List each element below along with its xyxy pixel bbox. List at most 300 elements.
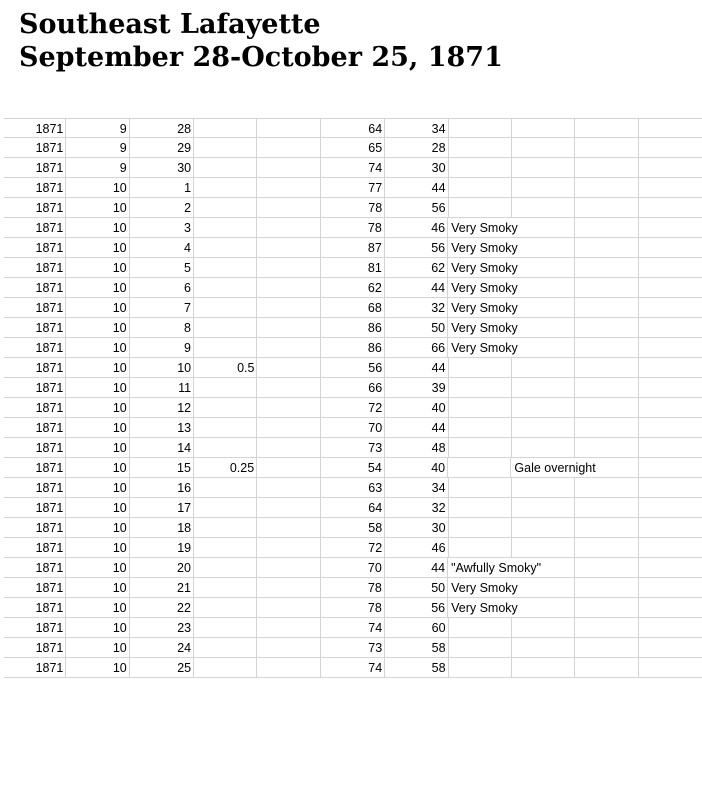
cell-low-temp[interactable]: 48 bbox=[385, 438, 448, 457]
cell-low-temp[interactable]: 44 bbox=[385, 358, 448, 377]
cell-year[interactable]: 1871 bbox=[4, 438, 66, 457]
cell-precipitation[interactable] bbox=[194, 658, 257, 677]
cell-day[interactable]: 21 bbox=[130, 578, 194, 597]
cell-empty[interactable] bbox=[575, 298, 638, 317]
cell-day[interactable]: 14 bbox=[130, 438, 194, 457]
cell-empty[interactable] bbox=[639, 338, 702, 357]
cell-empty[interactable] bbox=[575, 658, 638, 677]
cell-high-temp[interactable]: 58 bbox=[321, 518, 385, 537]
cell-note-secondary[interactable] bbox=[512, 478, 575, 497]
cell-low-temp[interactable]: 56 bbox=[385, 198, 448, 217]
cell-day[interactable]: 7 bbox=[130, 298, 194, 317]
cell-month[interactable]: 10 bbox=[66, 398, 129, 417]
cell-low-temp[interactable]: 30 bbox=[385, 158, 448, 177]
cell-day[interactable]: 22 bbox=[130, 598, 194, 617]
cell-note-secondary[interactable] bbox=[512, 418, 575, 437]
cell-high-temp[interactable]: 77 bbox=[321, 178, 385, 197]
cell-note-secondary[interactable] bbox=[512, 318, 575, 337]
cell-precipitation[interactable] bbox=[194, 418, 257, 437]
cell-precipitation[interactable] bbox=[194, 318, 257, 337]
cell-day[interactable]: 4 bbox=[130, 238, 194, 257]
cell-high-temp[interactable]: 78 bbox=[321, 598, 385, 617]
cell-empty[interactable] bbox=[639, 518, 702, 537]
cell-empty[interactable] bbox=[575, 119, 638, 138]
cell-high-temp[interactable]: 78 bbox=[321, 218, 385, 237]
cell-precipitation[interactable] bbox=[194, 119, 257, 138]
cell-note-secondary[interactable] bbox=[512, 119, 575, 138]
cell-empty[interactable] bbox=[575, 218, 638, 237]
cell-precipitation[interactable] bbox=[194, 398, 257, 417]
cell-high-temp[interactable]: 63 bbox=[321, 478, 385, 497]
cell-empty[interactable] bbox=[575, 518, 638, 537]
cell-empty[interactable] bbox=[257, 658, 320, 677]
cell-empty[interactable] bbox=[257, 538, 320, 557]
cell-note-secondary[interactable] bbox=[512, 618, 575, 637]
cell-high-temp[interactable]: 72 bbox=[321, 398, 385, 417]
cell-month[interactable]: 9 bbox=[66, 158, 129, 177]
cell-empty[interactable] bbox=[257, 618, 320, 637]
cell-low-temp[interactable]: 30 bbox=[385, 518, 448, 537]
cell-empty[interactable] bbox=[575, 318, 638, 337]
cell-low-temp[interactable]: 40 bbox=[385, 458, 448, 477]
cell-note-secondary[interactable] bbox=[512, 338, 575, 357]
cell-empty[interactable] bbox=[575, 238, 638, 257]
cell-low-temp[interactable]: 28 bbox=[385, 138, 448, 157]
cell-empty[interactable] bbox=[257, 218, 320, 237]
cell-year[interactable]: 1871 bbox=[4, 558, 66, 577]
cell-empty[interactable] bbox=[575, 178, 638, 197]
cell-empty[interactable] bbox=[575, 398, 638, 417]
cell-note-secondary[interactable] bbox=[512, 258, 575, 277]
cell-low-temp[interactable]: 40 bbox=[385, 398, 448, 417]
cell-day[interactable]: 6 bbox=[130, 278, 194, 297]
cell-month[interactable]: 10 bbox=[66, 378, 129, 397]
cell-empty[interactable] bbox=[639, 218, 702, 237]
cell-precipitation[interactable] bbox=[194, 518, 257, 537]
cell-precipitation[interactable] bbox=[194, 198, 257, 217]
cell-year[interactable]: 1871 bbox=[4, 278, 66, 297]
cell-empty[interactable] bbox=[639, 198, 702, 217]
cell-empty[interactable] bbox=[257, 498, 320, 517]
cell-note-secondary[interactable] bbox=[512, 538, 575, 557]
cell-empty[interactable] bbox=[639, 258, 702, 277]
cell-empty[interactable] bbox=[575, 358, 638, 377]
cell-year[interactable]: 1871 bbox=[4, 119, 66, 138]
cell-empty[interactable] bbox=[575, 138, 638, 157]
cell-empty[interactable] bbox=[575, 258, 638, 277]
cell-empty[interactable] bbox=[639, 158, 702, 177]
cell-empty[interactable] bbox=[257, 278, 320, 297]
cell-low-temp[interactable]: 56 bbox=[385, 598, 448, 617]
cell-high-temp[interactable]: 73 bbox=[321, 638, 385, 657]
cell-precipitation[interactable] bbox=[194, 478, 257, 497]
cell-year[interactable]: 1871 bbox=[4, 638, 66, 657]
cell-precipitation[interactable] bbox=[194, 298, 257, 317]
cell-empty[interactable] bbox=[257, 198, 320, 217]
cell-day[interactable]: 3 bbox=[130, 218, 194, 237]
cell-month[interactable]: 10 bbox=[66, 338, 129, 357]
cell-low-temp[interactable]: 44 bbox=[385, 558, 448, 577]
cell-empty[interactable] bbox=[257, 398, 320, 417]
cell-year[interactable]: 1871 bbox=[4, 478, 66, 497]
cell-empty[interactable] bbox=[639, 318, 702, 337]
cell-month[interactable]: 10 bbox=[66, 258, 129, 277]
cell-note[interactable] bbox=[449, 418, 512, 437]
cell-low-temp[interactable]: 32 bbox=[385, 298, 448, 317]
cell-empty[interactable] bbox=[575, 418, 638, 437]
cell-day[interactable]: 20 bbox=[130, 558, 194, 577]
cell-empty[interactable] bbox=[575, 458, 638, 477]
cell-empty[interactable] bbox=[639, 238, 702, 257]
cell-empty[interactable] bbox=[257, 638, 320, 657]
cell-high-temp[interactable]: 72 bbox=[321, 538, 385, 557]
cell-empty[interactable] bbox=[257, 298, 320, 317]
cell-year[interactable]: 1871 bbox=[4, 618, 66, 637]
cell-note-secondary[interactable] bbox=[512, 158, 575, 177]
cell-month[interactable]: 10 bbox=[66, 638, 129, 657]
cell-note-secondary[interactable] bbox=[512, 138, 575, 157]
cell-month[interactable]: 9 bbox=[66, 138, 129, 157]
cell-note[interactable] bbox=[449, 658, 512, 677]
cell-year[interactable]: 1871 bbox=[4, 178, 66, 197]
cell-precipitation[interactable] bbox=[194, 178, 257, 197]
cell-precipitation[interactable] bbox=[194, 378, 257, 397]
cell-high-temp[interactable]: 87 bbox=[321, 238, 385, 257]
cell-month[interactable]: 10 bbox=[66, 558, 129, 577]
cell-low-temp[interactable]: 34 bbox=[385, 478, 448, 497]
cell-note-secondary[interactable] bbox=[512, 578, 575, 597]
cell-precipitation[interactable] bbox=[194, 278, 257, 297]
cell-day[interactable]: 2 bbox=[130, 198, 194, 217]
cell-month[interactable]: 10 bbox=[66, 498, 129, 517]
cell-note[interactable] bbox=[449, 158, 512, 177]
cell-empty[interactable] bbox=[639, 498, 702, 517]
cell-note[interactable] bbox=[449, 478, 512, 497]
cell-low-temp[interactable]: 66 bbox=[385, 338, 448, 357]
cell-empty[interactable] bbox=[639, 418, 702, 437]
cell-day[interactable]: 1 bbox=[130, 178, 194, 197]
cell-empty[interactable] bbox=[639, 398, 702, 417]
cell-note[interactable] bbox=[449, 138, 512, 157]
cell-year[interactable]: 1871 bbox=[4, 458, 66, 477]
cell-note[interactable]: "Awfully Smoky" bbox=[451, 561, 542, 575]
cell-precipitation[interactable] bbox=[194, 558, 257, 577]
cell-high-temp[interactable]: 74 bbox=[321, 158, 385, 177]
cell-empty[interactable] bbox=[639, 558, 702, 577]
cell-precipitation[interactable] bbox=[194, 578, 257, 597]
cell-empty[interactable] bbox=[639, 358, 702, 377]
cell-high-temp[interactable]: 70 bbox=[321, 558, 385, 577]
cell-note[interactable] bbox=[449, 438, 512, 457]
cell-precipitation[interactable] bbox=[194, 338, 257, 357]
cell-empty[interactable] bbox=[575, 378, 638, 397]
cell-day[interactable]: 18 bbox=[130, 518, 194, 537]
cell-empty[interactable] bbox=[639, 178, 702, 197]
cell-note[interactable]: Very Smoky bbox=[451, 241, 518, 255]
cell-empty[interactable] bbox=[257, 338, 320, 357]
cell-precipitation[interactable] bbox=[194, 618, 257, 637]
cell-empty[interactable] bbox=[257, 478, 320, 497]
cell-low-temp[interactable]: 62 bbox=[385, 258, 448, 277]
cell-precipitation[interactable] bbox=[194, 538, 257, 557]
cell-month[interactable]: 10 bbox=[66, 178, 129, 197]
cell-day[interactable]: 23 bbox=[130, 618, 194, 637]
cell-empty[interactable] bbox=[257, 358, 320, 377]
cell-high-temp[interactable]: 68 bbox=[321, 298, 385, 317]
cell-empty[interactable] bbox=[575, 598, 638, 617]
cell-empty[interactable] bbox=[575, 438, 638, 457]
cell-precipitation[interactable]: 0.5 bbox=[194, 358, 257, 377]
cell-empty[interactable] bbox=[257, 458, 320, 477]
cell-note-secondary[interactable] bbox=[512, 378, 575, 397]
cell-month[interactable]: 10 bbox=[66, 318, 129, 337]
cell-precipitation[interactable] bbox=[194, 238, 257, 257]
cell-day[interactable]: 9 bbox=[130, 338, 194, 357]
cell-year[interactable]: 1871 bbox=[4, 398, 66, 417]
cell-year[interactable]: 1871 bbox=[4, 578, 66, 597]
cell-high-temp[interactable]: 74 bbox=[321, 658, 385, 677]
cell-precipitation[interactable] bbox=[194, 138, 257, 157]
cell-year[interactable]: 1871 bbox=[4, 298, 66, 317]
cell-empty[interactable] bbox=[639, 478, 702, 497]
cell-note[interactable] bbox=[449, 358, 512, 377]
cell-day[interactable]: 24 bbox=[130, 638, 194, 657]
cell-high-temp[interactable]: 56 bbox=[321, 358, 385, 377]
cell-year[interactable]: 1871 bbox=[4, 378, 66, 397]
cell-empty[interactable] bbox=[575, 558, 638, 577]
cell-day[interactable]: 30 bbox=[130, 158, 194, 177]
cell-note-secondary[interactable] bbox=[512, 178, 575, 197]
cell-note[interactable]: Very Smoky bbox=[451, 321, 518, 335]
cell-note[interactable]: Very Smoky bbox=[451, 261, 518, 275]
cell-empty[interactable] bbox=[639, 378, 702, 397]
cell-empty[interactable] bbox=[257, 258, 320, 277]
cell-low-temp[interactable]: 39 bbox=[385, 378, 448, 397]
cell-day[interactable]: 19 bbox=[130, 538, 194, 557]
cell-month[interactable]: 10 bbox=[66, 578, 129, 597]
cell-year[interactable]: 1871 bbox=[4, 158, 66, 177]
cell-empty[interactable] bbox=[639, 638, 702, 657]
cell-high-temp[interactable]: 86 bbox=[321, 318, 385, 337]
cell-year[interactable]: 1871 bbox=[4, 138, 66, 157]
cell-month[interactable]: 10 bbox=[66, 358, 129, 377]
cell-note-secondary[interactable] bbox=[512, 298, 575, 317]
cell-empty[interactable] bbox=[257, 119, 320, 138]
cell-note[interactable]: Very Smoky bbox=[451, 341, 518, 355]
cell-empty[interactable] bbox=[257, 158, 320, 177]
cell-empty[interactable] bbox=[639, 438, 702, 457]
cell-low-temp[interactable]: 44 bbox=[385, 418, 448, 437]
cell-empty[interactable] bbox=[639, 658, 702, 677]
cell-empty[interactable] bbox=[639, 298, 702, 317]
cell-note-secondary[interactable] bbox=[512, 598, 575, 617]
cell-high-temp[interactable]: 64 bbox=[321, 119, 385, 138]
cell-note[interactable]: Very Smoky bbox=[451, 601, 518, 615]
cell-high-temp[interactable]: 70 bbox=[321, 418, 385, 437]
cell-empty[interactable] bbox=[257, 418, 320, 437]
cell-note-secondary[interactable] bbox=[512, 238, 575, 257]
cell-empty[interactable] bbox=[575, 638, 638, 657]
cell-day[interactable]: 10 bbox=[130, 358, 194, 377]
cell-note[interactable] bbox=[449, 618, 512, 637]
cell-note[interactable] bbox=[449, 538, 512, 557]
cell-year[interactable]: 1871 bbox=[4, 418, 66, 437]
cell-month[interactable]: 10 bbox=[66, 278, 129, 297]
cell-month[interactable]: 10 bbox=[66, 658, 129, 677]
cell-note-secondary[interactable] bbox=[512, 198, 575, 217]
cell-year[interactable]: 1871 bbox=[4, 258, 66, 277]
cell-empty[interactable] bbox=[257, 578, 320, 597]
cell-month[interactable]: 10 bbox=[66, 238, 129, 257]
cell-year[interactable]: 1871 bbox=[4, 498, 66, 517]
cell-note-secondary[interactable] bbox=[512, 658, 575, 677]
cell-note-secondary[interactable] bbox=[512, 278, 575, 297]
cell-year[interactable]: 1871 bbox=[4, 518, 66, 537]
cell-year[interactable]: 1871 bbox=[4, 358, 66, 377]
cell-day[interactable]: 17 bbox=[130, 498, 194, 517]
cell-month[interactable]: 10 bbox=[66, 298, 129, 317]
cell-empty[interactable] bbox=[257, 318, 320, 337]
cell-month[interactable]: 10 bbox=[66, 478, 129, 497]
cell-precipitation[interactable] bbox=[194, 498, 257, 517]
cell-month[interactable]: 10 bbox=[66, 458, 129, 477]
cell-note-secondary[interactable] bbox=[512, 438, 575, 457]
cell-high-temp[interactable]: 65 bbox=[321, 138, 385, 157]
cell-empty[interactable] bbox=[257, 238, 320, 257]
cell-year[interactable]: 1871 bbox=[4, 658, 66, 677]
cell-year[interactable]: 1871 bbox=[4, 198, 66, 217]
cell-year[interactable]: 1871 bbox=[4, 238, 66, 257]
cell-year[interactable]: 1871 bbox=[4, 318, 66, 337]
cell-low-temp[interactable]: 58 bbox=[385, 658, 448, 677]
cell-low-temp[interactable]: 32 bbox=[385, 498, 448, 517]
cell-month[interactable]: 10 bbox=[66, 418, 129, 437]
cell-low-temp[interactable]: 50 bbox=[385, 318, 448, 337]
cell-empty[interactable] bbox=[257, 558, 320, 577]
cell-year[interactable]: 1871 bbox=[4, 598, 66, 617]
cell-day[interactable]: 29 bbox=[130, 138, 194, 157]
cell-day[interactable]: 13 bbox=[130, 418, 194, 437]
cell-high-temp[interactable]: 81 bbox=[321, 258, 385, 277]
cell-precipitation[interactable] bbox=[194, 598, 257, 617]
cell-day[interactable]: 12 bbox=[130, 398, 194, 417]
cell-high-temp[interactable]: 66 bbox=[321, 378, 385, 397]
cell-low-temp[interactable]: 34 bbox=[385, 119, 448, 138]
cell-empty[interactable] bbox=[575, 618, 638, 637]
cell-month[interactable]: 10 bbox=[66, 518, 129, 537]
cell-empty[interactable] bbox=[575, 198, 638, 217]
cell-high-temp[interactable]: 78 bbox=[321, 198, 385, 217]
cell-low-temp[interactable]: 60 bbox=[385, 618, 448, 637]
cell-day[interactable]: 5 bbox=[130, 258, 194, 277]
cell-empty[interactable] bbox=[257, 598, 320, 617]
cell-note[interactable] bbox=[448, 458, 511, 477]
cell-precipitation[interactable] bbox=[194, 258, 257, 277]
cell-note[interactable]: Very Smoky bbox=[451, 281, 518, 295]
cell-note-secondary[interactable] bbox=[512, 358, 575, 377]
cell-empty[interactable] bbox=[575, 338, 638, 357]
cell-empty[interactable] bbox=[257, 378, 320, 397]
cell-note-secondary[interactable] bbox=[512, 558, 575, 577]
cell-note-secondary[interactable]: Gale overnight bbox=[514, 461, 596, 475]
cell-high-temp[interactable]: 64 bbox=[321, 498, 385, 517]
cell-empty[interactable] bbox=[575, 578, 638, 597]
cell-month[interactable]: 10 bbox=[66, 618, 129, 637]
cell-empty[interactable] bbox=[575, 538, 638, 557]
cell-note-secondary[interactable] bbox=[512, 638, 575, 657]
cell-precipitation[interactable] bbox=[194, 438, 257, 457]
cell-month[interactable]: 10 bbox=[66, 198, 129, 217]
cell-day[interactable]: 15 bbox=[130, 458, 194, 477]
cell-note-secondary[interactable] bbox=[512, 518, 575, 537]
cell-low-temp[interactable]: 46 bbox=[385, 218, 448, 237]
cell-empty[interactable] bbox=[575, 158, 638, 177]
cell-note-secondary[interactable] bbox=[512, 498, 575, 517]
cell-day[interactable]: 28 bbox=[130, 119, 194, 138]
cell-year[interactable]: 1871 bbox=[4, 538, 66, 557]
cell-empty[interactable] bbox=[575, 498, 638, 517]
cell-empty[interactable] bbox=[575, 478, 638, 497]
cell-low-temp[interactable]: 56 bbox=[385, 238, 448, 257]
cell-note-secondary[interactable] bbox=[512, 218, 575, 237]
cell-empty[interactable] bbox=[639, 538, 702, 557]
cell-note[interactable]: Very Smoky bbox=[451, 221, 518, 235]
cell-low-temp[interactable]: 46 bbox=[385, 538, 448, 557]
cell-high-temp[interactable]: 54 bbox=[321, 458, 385, 477]
cell-empty[interactable] bbox=[257, 138, 320, 157]
cell-precipitation[interactable] bbox=[194, 638, 257, 657]
cell-empty[interactable] bbox=[639, 458, 702, 477]
cell-high-temp[interactable]: 62 bbox=[321, 278, 385, 297]
cell-high-temp[interactable]: 78 bbox=[321, 578, 385, 597]
cell-note[interactable] bbox=[449, 178, 512, 197]
cell-note[interactable] bbox=[449, 119, 512, 138]
cell-low-temp[interactable]: 44 bbox=[385, 178, 448, 197]
cell-empty[interactable] bbox=[639, 618, 702, 637]
cell-note-secondary[interactable] bbox=[512, 398, 575, 417]
cell-note[interactable]: Very Smoky bbox=[451, 301, 518, 315]
cell-note[interactable] bbox=[449, 378, 512, 397]
cell-month[interactable]: 9 bbox=[66, 119, 129, 138]
cell-empty[interactable] bbox=[639, 598, 702, 617]
cell-empty[interactable] bbox=[575, 278, 638, 297]
cell-day[interactable]: 25 bbox=[130, 658, 194, 677]
cell-month[interactable]: 10 bbox=[66, 598, 129, 617]
cell-day[interactable]: 16 bbox=[130, 478, 194, 497]
cell-precipitation[interactable] bbox=[194, 218, 257, 237]
cell-month[interactable]: 10 bbox=[66, 218, 129, 237]
cell-precipitation[interactable]: 0.25 bbox=[194, 458, 257, 477]
cell-empty[interactable] bbox=[639, 278, 702, 297]
cell-empty[interactable] bbox=[257, 438, 320, 457]
cell-note[interactable] bbox=[449, 518, 512, 537]
cell-day[interactable]: 11 bbox=[130, 378, 194, 397]
cell-note[interactable] bbox=[449, 398, 512, 417]
cell-low-temp[interactable]: 58 bbox=[385, 638, 448, 657]
cell-month[interactable]: 10 bbox=[66, 438, 129, 457]
cell-note[interactable] bbox=[449, 638, 512, 657]
cell-low-temp[interactable]: 44 bbox=[385, 278, 448, 297]
cell-low-temp[interactable]: 50 bbox=[385, 578, 448, 597]
cell-high-temp[interactable]: 74 bbox=[321, 618, 385, 637]
cell-note[interactable]: Very Smoky bbox=[451, 581, 518, 595]
cell-high-temp[interactable]: 86 bbox=[321, 338, 385, 357]
cell-empty[interactable] bbox=[257, 178, 320, 197]
cell-note[interactable] bbox=[449, 498, 512, 517]
cell-empty[interactable] bbox=[639, 119, 702, 138]
cell-empty[interactable] bbox=[639, 138, 702, 157]
cell-day[interactable]: 8 bbox=[130, 318, 194, 337]
